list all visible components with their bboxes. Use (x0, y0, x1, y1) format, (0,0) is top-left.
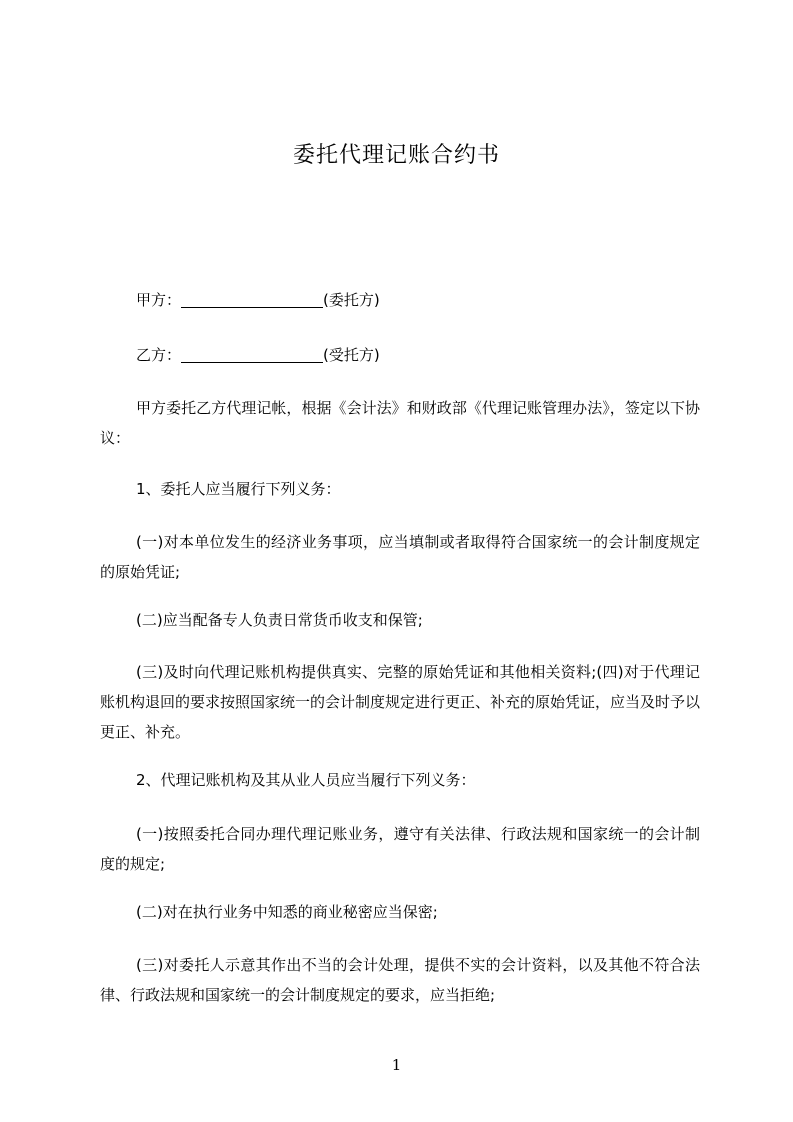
party-b-label: 乙方： (136, 346, 182, 364)
party-b-blank (181, 345, 323, 363)
party-b-role: (受托方) (323, 346, 380, 364)
clause-2-item-2: (二)对在执行业务中知悉的商业秘密应当保密; (136, 903, 438, 921)
clause-2-heading: 2、代理记账机构及其从业人员应当履行下列义务： (136, 771, 476, 789)
clause-1-item-3-4: (三)及时向代理记账机构提供真实、完整的原始凭证和其他相关资料;(四)对于代理记账机构退回的要求按照国家统一的会计制度规定进行更正、补充的原始凭证，应当及时予以更正、补充。 (100, 663, 701, 741)
party-a-role: (委托方) (323, 291, 380, 309)
party-a-label: 甲方： (136, 291, 182, 309)
party-b-line (100, 340, 700, 370)
page-number: 1 (391, 1056, 402, 1074)
clause-2-item-1: (一)按照委托合同办理代理记账业务，遵守有关法律、行政法规和国家统一的会计制度的规定; (100, 825, 700, 873)
party-a-line (100, 285, 700, 315)
intro-paragraph: 甲方委托乙方代理记帐，根据《会计法》和财政部《代理记账管理办法》，签定以下协议： (100, 399, 700, 447)
clause-1-item-2: (二)应当配备专人负责日常货币收支和保管; (136, 611, 423, 629)
document-title: 委托代理记账合约书 (292, 143, 500, 168)
clause-2-item-3: (三)对委托人示意其作出不当的会计处理，提供不实的会计资料，以及其他不符合法律、行政法规和国家统一的会计制度规定的要求，应当拒绝; (100, 956, 700, 1004)
clause-1-heading: 1、委托人应当履行下列义务： (136, 480, 341, 498)
clause-1-item-1: (一)对本单位发生的经济业务事项，应当填制或者取得符合国家统一的会计制度规定的原始凭证; (100, 533, 700, 581)
party-a-blank (181, 290, 323, 308)
